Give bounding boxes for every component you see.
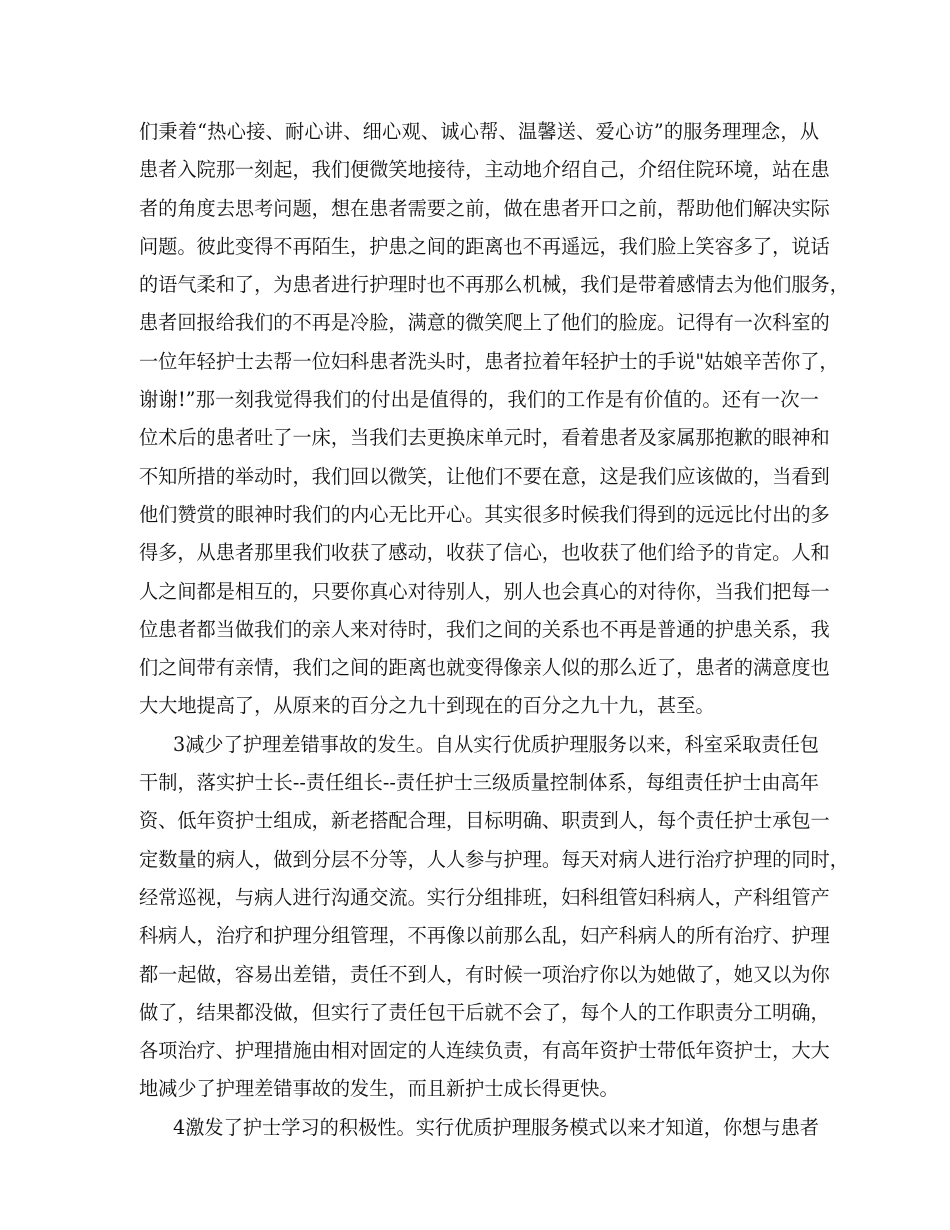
text-line: 做了，结果都没做，但实行了责任包干后就不会了，每个人的工作职责分工明确，: [139, 1000, 830, 1024]
text-line: 3减少了护理差错事故的发生。自从实行优质护理服务以来，科室采取责任包: [173, 732, 819, 756]
text-line: 一位年轻护士去帮一位妇科患者洗头时，患者拉着年轻护士的手说"姑娘辛苦你了，: [139, 349, 839, 373]
text-line: 位术后的患者吐了一床，当我们去更换床单元时，看着患者及家属那抱歉的眼神和: [139, 426, 830, 450]
text-line: 的语气柔和了，为患者进行护理时也不再那么机械，我们是带着感情去为他们服务，: [139, 273, 849, 297]
text-line: 患者回报给我们的不再是冷脸，满意的微笑爬上了他们的脸庞。记得有一次科室的: [139, 311, 830, 335]
text-line: 干制，落实护士长--责任组长--责任护士三级质量控制体系，每组责任护士由高年: [139, 771, 819, 795]
text-line: 定数量的病人，做到分层不分等，人人参与护理。每天对病人进行治疗护理的同时，: [139, 847, 849, 871]
text-line: 各项治疗、护理措施由相对固定的人连续负责，有高年资护士带低年资护士，大大: [139, 1039, 830, 1063]
text-line: 科病人，治疗和护理分组管理，不再像以前那么乱，妇产科病人的所有治疗、护理: [139, 924, 830, 948]
text-line: 们秉着“热心接、耐心讲、细心观、诚心帮、温馨送、爱心访”的服务理理念，从: [139, 120, 819, 143]
text-line: 他们赞赏的眼神时我们的内心无比开心。其实很多时候我们得到的远远比付出的多: [139, 502, 830, 526]
text-line: 都一起做，容易出差错，责任不到人，有时候一项治疗你以为她做了，她又以为你: [139, 962, 830, 986]
text-line: 们之间带有亲情，我们之间的距离也就变得像亲人似的那么近了，患者的满意度也: [139, 656, 830, 680]
document-body: [139, 113, 849, 1147]
text-line: 经常巡视，与病人进行沟通交流。实行分组排班，妇科组管妇科病人，产科组管产: [139, 885, 830, 909]
paragraph: [139, 113, 849, 726]
text-line: 谢谢!”那一刻我觉得我们的付出是值得的，我们的工作是有价值的。还有一次一: [139, 388, 819, 412]
text-line: 问题。彼此变得不再陌生，护患之间的距离也不再遥远，我们脸上笑容多了，说话: [139, 234, 830, 258]
text-line: 患者入院那一刻起，我们便微笑地接待，主动地介绍自己，介绍住院环境，站在患: [139, 158, 830, 182]
text-line: 不知所措的举动时，我们回以微笑，让他们不要在意，这是我们应该做的，当看到: [139, 464, 830, 488]
text-line: 得多，从患者那里我们收获了感动，收获了信心，也收获了他们给予的肯定。人和: [139, 541, 830, 565]
text-line: 者的角度去思考问题，想在患者需要之前，做在患者开口之前，帮助他们解决实际: [139, 196, 830, 220]
paragraph: [139, 726, 849, 1109]
text-line: 4激发了护士学习的积极性。实行优质护理服务模式以来才知道，你想与患者: [173, 1115, 819, 1139]
text-line: 资、低年资护士组成，新老搭配合理，目标明确、职责到人，每个责任护士承包一: [139, 809, 830, 833]
text-line: 大大地提高了，从原来的百分之九十到现在的百分之九十九，甚至。: [139, 694, 715, 718]
paragraph: [139, 1109, 819, 1147]
text-line: 地减少了护理差错事故的发生，而且新护士成长得更快。: [139, 1077, 619, 1101]
text-line: 人之间都是相互的，只要你真心对待别人，别人也会真心的对待你，当我们把每一: [139, 579, 830, 603]
text-line: 位患者都当做我们的亲人来对待时，我们之间的关系也不再是普通的护患关系，我: [139, 617, 830, 641]
